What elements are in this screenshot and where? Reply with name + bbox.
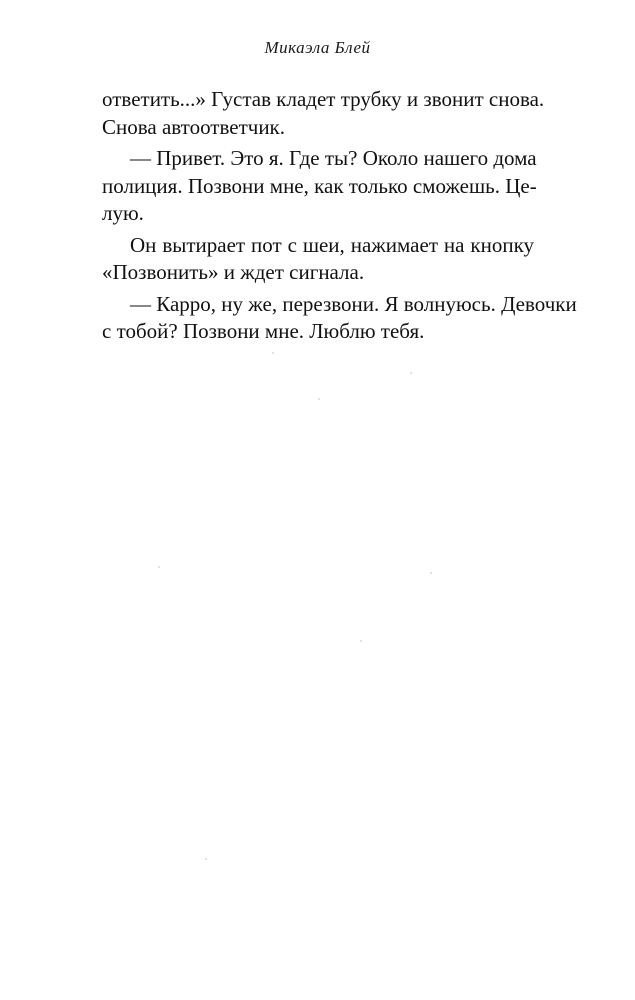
scan-speck	[158, 566, 160, 568]
text-line: — Карро, ну же, перезвони. Я волнуюсь. Девочки	[130, 291, 577, 316]
text-line: с тобой? Позвони мне. Люблю тебя.	[102, 319, 425, 343]
text-line: Он вытирает пот с шеи, нажимает на кнопку	[130, 232, 534, 257]
scan-speck	[205, 858, 207, 860]
running-header-author: Микаэла Блей	[264, 38, 371, 57]
paragraph	[102, 145, 537, 228]
text-line: «Позвонить» и ждет сигнала.	[102, 260, 365, 284]
paragraph	[102, 291, 577, 346]
body-text	[102, 86, 577, 346]
scan-speck	[360, 640, 362, 642]
paragraph	[102, 232, 534, 287]
scan-speck	[318, 398, 320, 400]
scan-speck	[410, 372, 412, 374]
text-line: — Привет. Это я. Где ты? Около нашего дома	[130, 146, 537, 170]
text-line: лую.	[102, 201, 144, 225]
text-line: полиция. Позвони мне, как только сможешь. Це-	[102, 173, 537, 198]
paragraph	[102, 86, 545, 141]
scan-speck	[272, 352, 274, 354]
text-line: ответить...» Густав кладет трубку и звонит снова.	[102, 87, 545, 111]
text-line: Снова автоответчик.	[102, 114, 286, 139]
scan-speck	[430, 572, 432, 574]
